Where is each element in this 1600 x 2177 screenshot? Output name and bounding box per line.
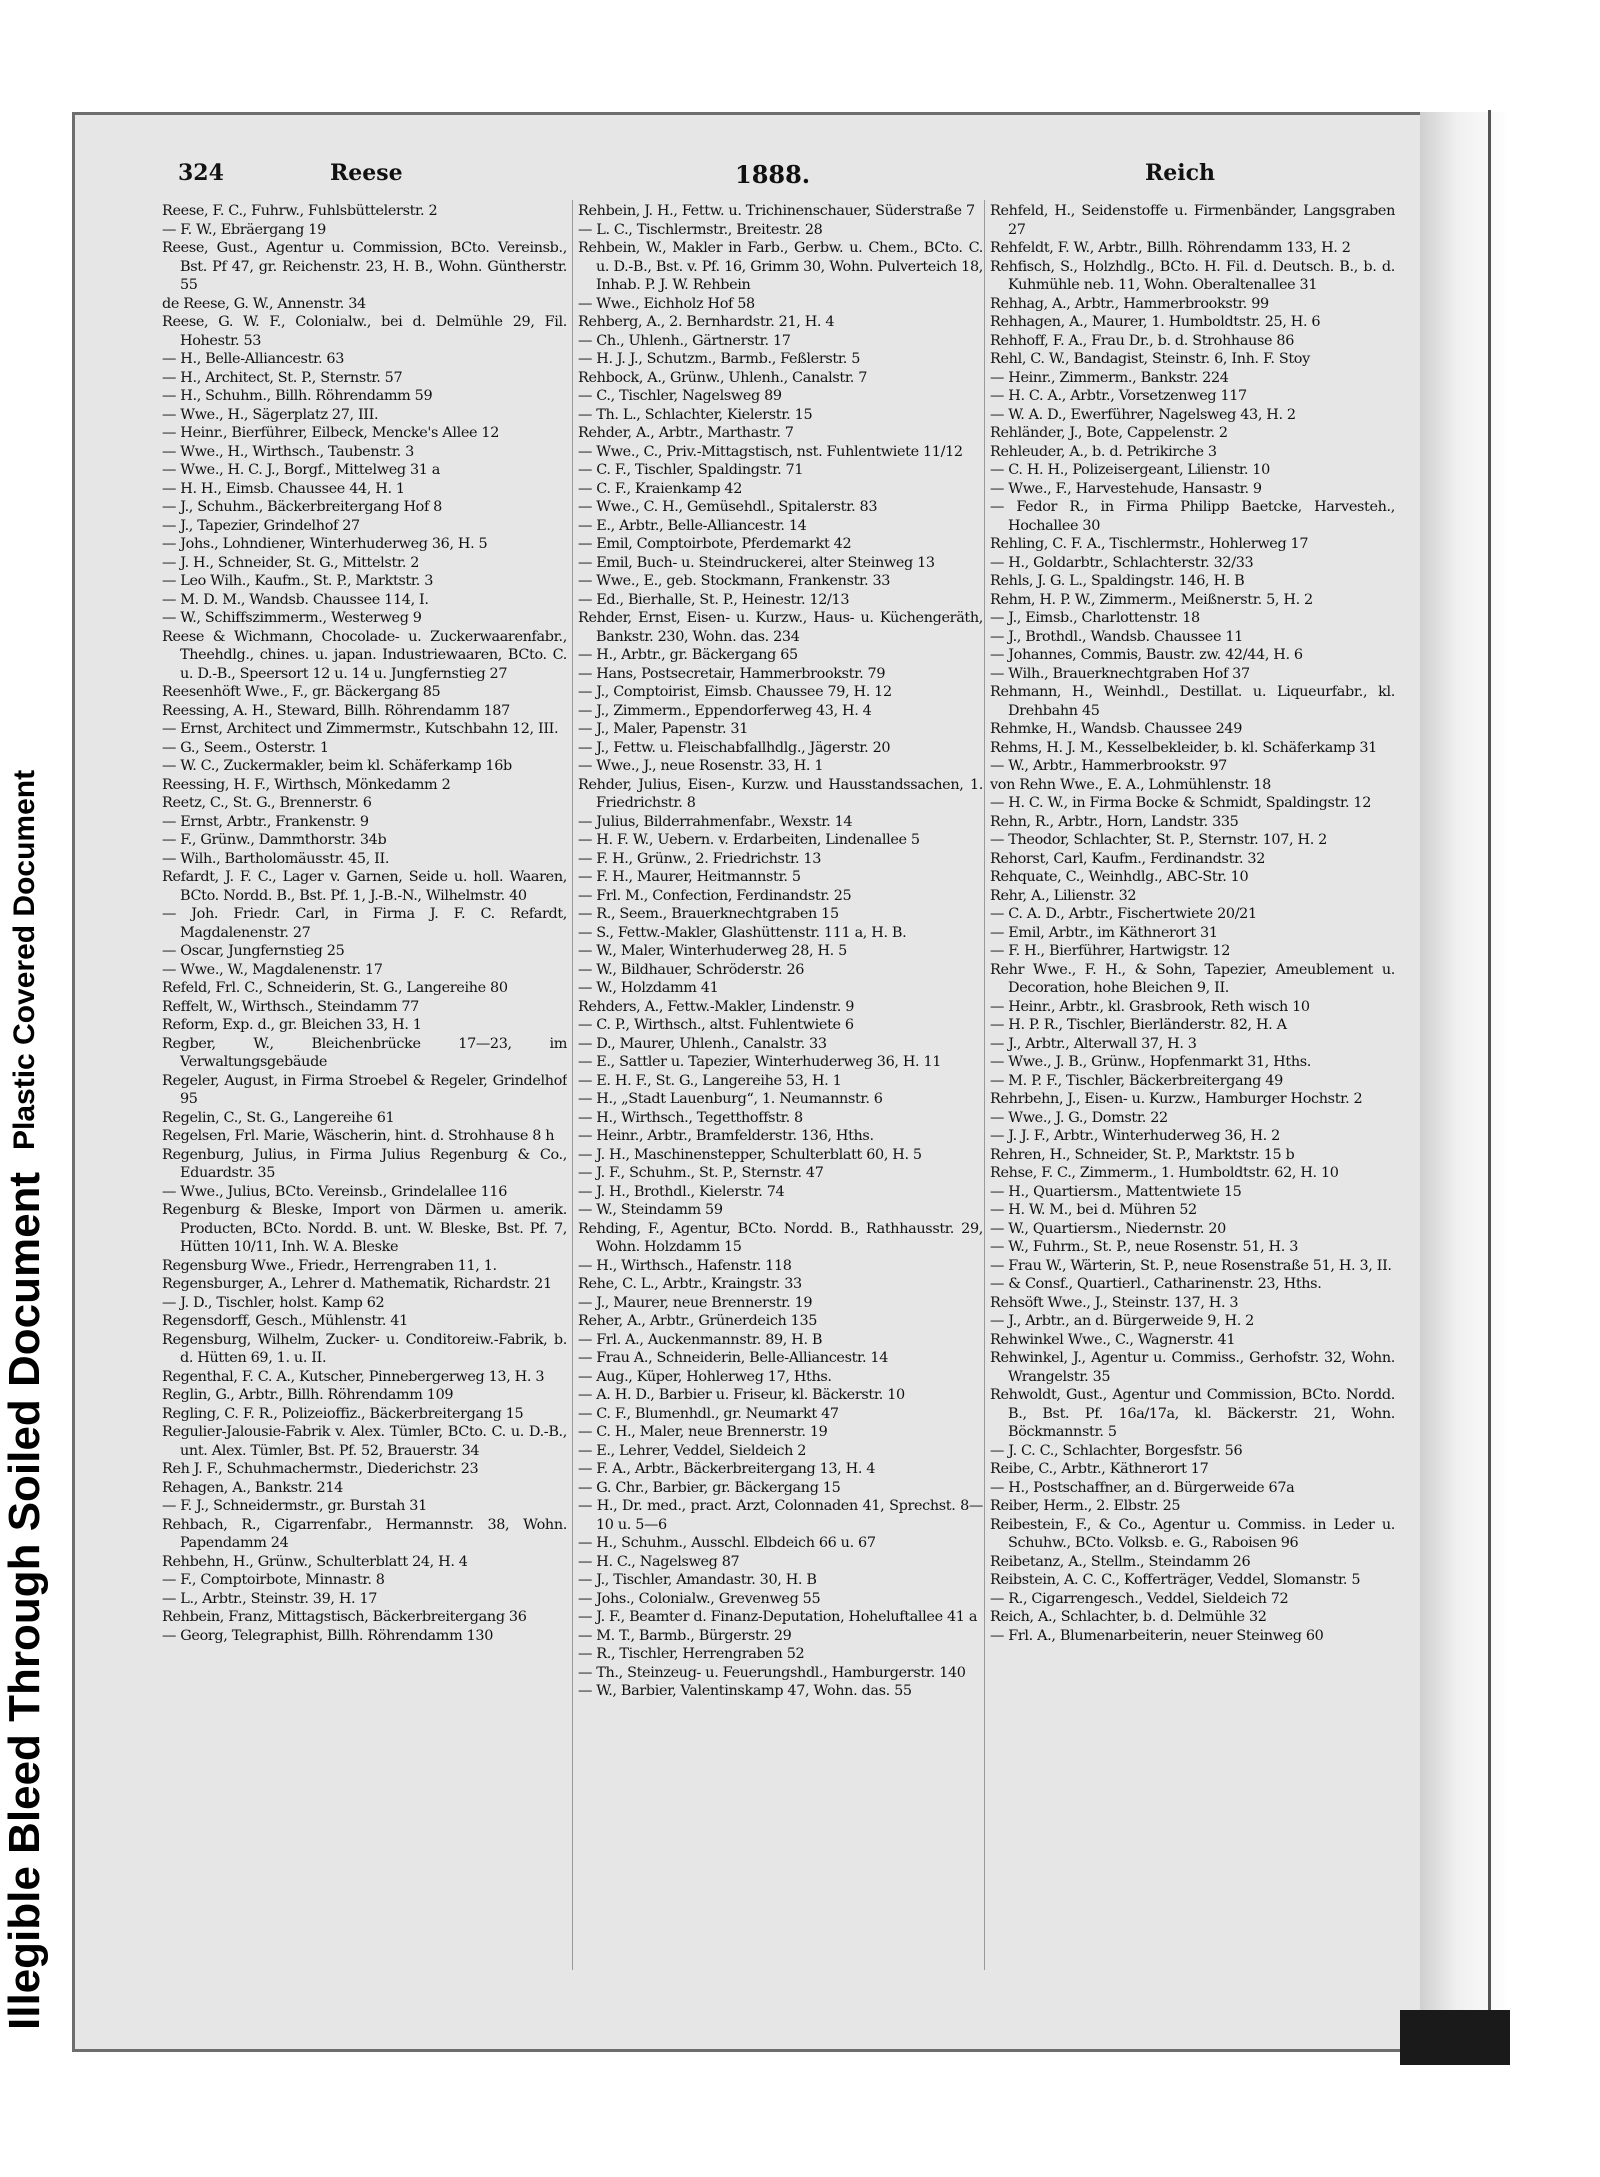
directory-entry: Rehmke, H., Wandsb. Chaussee 249: [990, 721, 1243, 737]
directory-entry: Rehr, A., Lilienstr. 32: [990, 887, 1137, 904]
directory-entry: — H. H., Eimsb. Chaussee 44, H. 1: [162, 480, 405, 497]
directory-entry: — Heinr., Arbtr., Bramfelderstr. 136, Hths.: [578, 1128, 874, 1144]
directory-entry: von Rehn Wwe., E. A., Lohmühlenstr. 18: [990, 776, 1271, 793]
directory-entry: — W., Holzdamm 41: [578, 980, 719, 996]
directory-entry: Rehfeld, H., Seidenstoffe u. Firmenbänder, Langsgraben 27: [990, 203, 1395, 238]
directory-entry: — W. A. D., Ewerführer, Nagelsweg 43, H. 2: [990, 406, 1296, 423]
directory-entry: Rehbehn, H., Grünw., Schulterblatt 24, H. 4: [162, 1553, 468, 1570]
directory-entry: — F. A., Arbtr., Bäckerbreitergang 13, H. 4: [578, 1461, 876, 1477]
directory-entry: — Wwe., Eichholz Hof 58: [578, 295, 755, 312]
directory-entry: Reffelt, W., Wirthsch., Steindamm 77: [162, 998, 419, 1015]
directory-entry: — Aug., Küper, Hohlerweg 17, Hths.: [578, 1368, 832, 1385]
directory-entry: — W., Steindamm 59: [578, 1202, 723, 1218]
directory-entry: — L. C., Tischlermstr., Breitestr. 28: [578, 221, 823, 238]
directory-entry: Reibetanz, A., Stellm., Steindamm 26: [990, 1553, 1251, 1570]
directory-entry: — W., Quartiersm., Niedernstr. 20: [990, 1220, 1226, 1237]
directory-entry: Rehwinkel Wwe., C., Wagnerstr. 41: [990, 1331, 1236, 1348]
directory-entry: — Wwe., J., neue Rosenstr. 33, H. 1: [578, 758, 824, 774]
column-rule: [984, 200, 985, 1970]
directory-entry: — J. F., Beamter d. Finanz-Deputation, Hoheluftallee 41 a: [578, 1609, 978, 1625]
directory-entry: Regelsen, Frl. Marie, Wäscherin, hint. d. Strohhause 8 h: [162, 1128, 555, 1144]
directory-entry: — Wwe., C., Priv.-Mittagstisch, nst. Fuhlentwiete 11/12: [578, 443, 963, 460]
directory-entry: — H., Schuhm., Ausschl. Elbdeich 66 u. 67: [578, 1535, 876, 1551]
directory-entry: Rehsöft Wwe., J., Steinstr. 137, H. 3: [990, 1294, 1239, 1311]
directory-entry: Reglin, G., Arbtr., Billh. Röhrendamm 109: [162, 1387, 454, 1403]
directory-entry: Rehwinkel, J., Agentur u. Commiss., Gerhofstr. 32, Wohn. Wrangelstr. 35: [990, 1350, 1395, 1385]
page-header: [170, 160, 1215, 196]
directory-entry: Rehhag, A., Arbtr., Hammerbrookstr. 99: [990, 295, 1269, 312]
directory-entry: Reibe, C., Arbtr., Käthnerort 17: [990, 1461, 1209, 1477]
directory-entry: Reessing, H. F., Wirthsch, Mönkedamm 2: [162, 776, 451, 793]
directory-entry: — Wwe., H., Sägerplatz 27, III.: [162, 406, 379, 423]
directory-entry: — Ernst, Architect und Zimmermstr., Kutschbahn 12, III.: [162, 721, 559, 737]
directory-entry: Rehder, A., Arbtr., Marthastr. 7: [578, 425, 794, 441]
directory-entry: — J. H., Brothdl., Kielerstr. 74: [578, 1183, 785, 1200]
directory-entry: — M. D. M., Wandsb. Chaussee 114, I.: [162, 591, 429, 608]
directory-entry: Rehbach, R., Cigarrenfabr., Hermannstr. 38, Wohn. Papendamm 24: [162, 1516, 567, 1551]
directory-entry: — H., Wirthsch., Hafenstr. 118: [578, 1257, 792, 1274]
directory-entry: — A. H. D., Barbier u. Friseur, kl. Bäckerstr. 10: [578, 1387, 905, 1403]
directory-entry: — C. H., Maler, neue Brennerstr. 19: [578, 1424, 828, 1440]
directory-entry: — C., Tischler, Nagelsweg 89: [578, 388, 782, 404]
directory-entry: — H., Quartiersm., Mattentwiete 15: [990, 1183, 1242, 1200]
page-number: 324: [178, 160, 224, 186]
directory-entry: Reh J. F., Schuhmachermstr., Diederichstr. 23: [162, 1461, 479, 1477]
directory-entry: Regenthal, F. C. A., Kutscher, Pinnebergerweg 13, H. 3: [162, 1368, 545, 1385]
directory-entry: — Th. L., Schlachter, Kielerstr. 15: [578, 406, 813, 423]
directory-entry: — Frau A., Schneiderin, Belle-Alliancestr. 14: [578, 1350, 889, 1366]
directory-entry: — J., Fettw. u. Fleischabfallhdlg., Jägerstr. 20: [578, 739, 891, 756]
directory-entry: Rehbein, Franz, Mittagstisch, Bäckerbreitergang 36: [162, 1609, 527, 1625]
directory-entry: — J. F., Schuhm., St. P., Sternstr. 47: [578, 1165, 824, 1181]
directory-entry: — F. W., Ebräergang 19: [162, 221, 326, 238]
directory-entry: Regulier-Jalousie-Fabrik v. Alex. Tümler, BCto. C. u. D.-B., unt. Alex. Tümler, Bst. Pf. 52, Brauerstr. 34: [162, 1424, 567, 1459]
directory-entry: — Heinr., Zimmerm., Bankstr. 224: [990, 369, 1229, 386]
directory-entry: — Frl. A., Auckenmannstr. 89, H. B: [578, 1331, 823, 1348]
page-corner-shadow: [1400, 2010, 1510, 2065]
directory-entry: — Wilh., Bartholomäusstr. 45, II.: [162, 850, 390, 867]
directory-entry: — Johs., Colonialw., Grevenweg 55: [578, 1590, 821, 1607]
directory-entry: — E., Lehrer, Veddel, Sieldeich 2: [578, 1442, 807, 1459]
directory-entry: — C. F., Blumenhdl., gr. Neumarkt 47: [578, 1405, 839, 1422]
directory-entry: — C. H. H., Polizeisergeant, Lilienstr. 10: [990, 462, 1270, 478]
directory-entry: Reform, Exp. d., gr. Bleichen 33, H. 1: [162, 1017, 422, 1033]
directory-entry: Rehwoldt, Gust., Agentur und Commission, BCto. Nordd. B., Bst. Pf. 16a/17a, kl. Bäckerstr. 21, Wohn. Böckmannstr. 5: [990, 1387, 1395, 1440]
directory-entry: — W., Fuhrm., St. P., neue Rosenstr. 51, H. 3: [990, 1239, 1299, 1255]
directory-entry: Rehn, R., Arbtr., Horn, Landstr. 335: [990, 813, 1239, 830]
directory-entry: — Ernst, Arbtr., Frankenstr. 9: [162, 813, 369, 830]
directory-entry: — W. C., Zuckermakler, beim kl. Schäferkamp 16b: [162, 758, 512, 774]
directory-entry: — Johs., Lohndiener, Winterhuderweg 36, H. 5: [162, 536, 488, 552]
directory-entry: Rehse, F. C., Zimmerm., 1. Humboldtstr. 62, H. 10: [990, 1165, 1339, 1181]
directory-entry: Rehhagen, A., Maurer, 1. Humboldtstr. 25, H. 6: [990, 314, 1321, 330]
directory-entry: — H. W. M., bei d. Mühren 52: [990, 1202, 1197, 1218]
side-stamp-secondary: Plastic Covered Document: [8, 769, 41, 1150]
directory-entry: — & Consf., Quartierl., Catharinenstr. 23, Hths.: [990, 1276, 1322, 1292]
directory-entry: Reese & Wichmann, Chocolade- u. Zuckerwaarenfabr., Theehdlg., chines. u. japan. Industriewaaren, BCto. C. u. D.-B., Speersort 12 u. 14 u. Jungfernstieg 27: [162, 628, 567, 682]
directory-entry: Reesenhöft Wwe., F., gr. Bäckergang 85: [162, 684, 441, 700]
directory-entry: Rehders, A., Fettw.-Makler, Lindenstr. 9: [578, 998, 854, 1015]
directory-entry: — Johannes, Commis, Baustr. zw. 42/44, H. 6: [990, 647, 1303, 663]
directory-entry: — Wwe., F., Harvestehude, Hansastr. 9: [990, 480, 1262, 497]
directory-entry: — Emil, Comptoirbote, Pferdemarkt 42: [578, 536, 852, 552]
side-stamp-main: Illegible Bleed Through Soiled Document: [0, 1171, 49, 2030]
directory-entry: — J., Tischler, Amandastr. 30, H. B: [578, 1572, 817, 1588]
directory-entry: — Frau W., Wärterin, St. P., neue Rosenstraße 51, H. 3, II.: [990, 1257, 1392, 1274]
directory-entry: Rehder, Ernst, Eisen- u. Kurzw., Haus- u. Küchengeräth, Bankstr. 230, Wohn. das. 234: [578, 610, 983, 645]
directory-entry: Rehbein, J. H., Fettw. u. Trichinenschauer, Süderstraße 7: [578, 203, 975, 219]
directory-entry: — Ed., Bierhalle, St. P., Heinestr. 12/13: [578, 591, 850, 608]
directory-entry: Rehfeldt, F. W., Arbtr., Billh. Röhrendamm 133, H. 2: [990, 240, 1351, 256]
directory-entry: Rehl, C. W., Bandagist, Steinstr. 6, Inh. F. Stoy: [990, 351, 1310, 367]
directory-entry: — J., Arbtr., Alterwall 37, H. 3: [990, 1035, 1197, 1052]
directory-entry: Rehm, H. P. W., Zimmerm., Meißnerstr. 5, H. 2: [990, 591, 1313, 608]
directory-entry: Rehfisch, S., Holzhdlg., BCto. H. Fil. d. Deutsch. B., b. d. Kuhmühle neb. 11, Wohn. Oberaltenallee 31: [990, 258, 1395, 293]
directory-entry: Reetz, C., St. G., Brennerstr. 6: [162, 795, 372, 811]
directory-entry: — Wwe., H. C. J., Borgf., Mittelweg 31 a: [162, 462, 441, 478]
directory-entry: — E., Sattler u. Tapezier, Winterhuderweg 36, H. 11: [578, 1054, 942, 1070]
directory-entry: Rehorst, Carl, Kaufm., Ferdinandstr. 32: [990, 850, 1266, 867]
directory-entry: — Emil, Buch- u. Steindruckerei, alter Steinweg 13: [578, 554, 935, 571]
directory-entry: — Oscar, Jungfernstieg 25: [162, 943, 345, 959]
directory-entry: — J., Schuhm., Bäckerbreitergang Hof 8: [162, 499, 442, 515]
directory-entry: — H., Schuhm., Billh. Röhrendamm 59: [162, 388, 433, 404]
directory-entry: — F. H., Maurer, Heitmannstr. 5: [578, 869, 801, 885]
directory-entry: — J., Maurer, neue Brennerstr. 19: [578, 1294, 813, 1311]
directory-entry: Regling, C. F. R., Polizeioffiz., Bäckerbreitergang 15: [162, 1405, 524, 1422]
directory-entry: — H., Dr. med., pract. Arzt, Colonnaden 41, Sprechst. 8—10 u. 5—6: [578, 1498, 983, 1533]
side-stamp-secondary-wrap: [8, 150, 78, 2050]
directory-entry: — H. C. A., Arbtr., Vorsetzenweg 117: [990, 388, 1247, 404]
directory-entry: Regenburg & Bleske, Import von Därmen u. amerik. Producten, BCto. Nordd. B. unt. W. Bleske, Bst. Pf. 7, Hütten 10/11, Inh. W. A. Bleske: [162, 1202, 567, 1255]
directory-entry: — F., Comptoirbote, Minnastr. 8: [162, 1572, 385, 1588]
directory-entry: Regber, W., Bleichenbrücke 17—23, im Verwaltungsgebäude: [162, 1035, 567, 1070]
page-year: 1888.: [735, 160, 811, 189]
directory-entry: — Heinr., Arbtr., kl. Grasbrook, Reth wisch 10: [990, 998, 1310, 1015]
directory-entry: — W., Barbier, Valentinskamp 47, Wohn. das. 55: [578, 1683, 912, 1699]
directory-entry: — Fedor R., in Firma Philipp Baetcke, Harvesteh., Hochallee 30: [990, 499, 1395, 534]
directory-entry: Regensdorff, Gesch., Mühlenstr. 41: [162, 1313, 408, 1329]
directory-entry: — J. H., Schneider, St. G., Mittelstr. 2: [162, 554, 420, 571]
directory-entry: Rehquate, C., Weinhdlg., ABC-Str. 10: [990, 869, 1249, 885]
directory-entry: — W., Schiffszimmerm., Westerweg 9: [162, 610, 422, 626]
directory-entry: Rehe, C. L., Arbtr., Kraingstr. 33: [578, 1276, 802, 1292]
column-rule: [572, 200, 573, 1970]
directory-entry: — Wwe., E., geb. Stockmann, Frankenstr. 33: [578, 573, 891, 589]
directory-entry: — J., Eimsb., Charlottenstr. 18: [990, 610, 1200, 626]
directory-entry: — Th., Steinzeug- u. Feuerungshdl., Hamburgerstr. 140: [578, 1664, 966, 1681]
directory-entry: — Leo Wilh., Kaufm., St. P., Marktstr. 3: [162, 573, 434, 589]
directory-entry: — H., Postschaffner, an d. Bürgerweide 67a: [990, 1479, 1295, 1496]
directory-entry: — H., Wirthsch., Tegetthoffstr. 8: [578, 1109, 803, 1126]
directory-entry: Reese, Gust., Agentur u. Commission, BCto. Vereinsb., Bst. Pf 47, gr. Reichenstr. 23, H. B., Wohn. Güntherstr. 55: [162, 240, 567, 293]
directory-entry: Regenburg, Julius, in Firma Julius Regenburg & Co., Eduardstr. 35: [162, 1146, 567, 1181]
directory-entry: — H. C., Nagelsweg 87: [578, 1553, 740, 1570]
directory-entry: Reibstein, A. C. C., Kofferträger, Veddel, Slomanstr. 5: [990, 1572, 1361, 1588]
directory-entry: — F. J., Schneidermstr., gr. Burstah 31: [162, 1498, 427, 1514]
directory-column-1: [162, 202, 567, 1972]
directory-entry: — G., Seem., Osterstr. 1: [162, 739, 329, 756]
directory-entry: — J. H., Maschinenstepper, Schulterblatt 60, H. 5: [578, 1146, 922, 1163]
directory-entry: Rehling, C. F. A., Tischlermstr., Hohlerweg 17: [990, 536, 1309, 552]
directory-entry: — Wwe., J. G., Domstr. 22: [990, 1109, 1168, 1126]
directory-entry: — Julius, Bilderrahmenfabr., Wexstr. 14: [578, 813, 853, 830]
directory-entry: — F. H., Grünw., 2. Friedrichstr. 13: [578, 850, 822, 867]
page-gutter: [1420, 112, 1510, 2052]
directory-entry: — Wwe., W., Magdalenenstr. 17: [162, 961, 383, 978]
directory-entry: — J., Brothdl., Wandsb. Chaussee 11: [990, 628, 1243, 645]
directory-entry: — Heinr., Bierführer, Eilbeck, Mencke's Allee 12: [162, 425, 500, 441]
directory-entry: — J., Maler, Papenstr. 31: [578, 721, 749, 737]
directory-entry: Regensburg Wwe., Friedr., Herrengraben 11, 1.: [162, 1257, 497, 1274]
directory-entry: — R., Cigarrengesch., Veddel, Sieldeich 72: [990, 1590, 1289, 1607]
directory-entry: — L., Arbtr., Steinstr. 39, H. 17: [162, 1590, 378, 1607]
directory-entry: Rehr Wwe., F. H., & Sohn, Tapezier, Ameublement u. Decoration, hohe Bleichen 9, II.: [990, 961, 1395, 996]
directory-column-3: [990, 202, 1395, 1972]
directory-entry: Reese, F. C., Fuhrw., Fuhlsbüttelerstr. 2: [162, 203, 438, 219]
directory-entry: — Theodor, Schlachter, St. P., Sternstr. 107, H. 2: [990, 832, 1327, 848]
directory-entry: — Ch., Uhlenh., Gärtnerstr. 17: [578, 332, 791, 349]
directory-entry: — Frl. A., Blumenarbeiterin, neuer Steinweg 60: [990, 1627, 1324, 1644]
directory-entry: Reessing, A. H., Steward, Billh. Röhrendamm 187: [162, 702, 510, 719]
directory-entry: — Georg, Telegraphist, Billh. Röhrendamm 130: [162, 1627, 494, 1644]
directory-entry: — C. F., Kraienkamp 42: [578, 480, 743, 497]
directory-entry: Rehls, J. G. L., Spaldingstr. 146, H. B: [990, 573, 1245, 589]
directory-entry: Rehbein, W., Makler in Farb., Gerbw. u. Chem., BCto. C. u. D.-B., Bst. v. Pf. 16, Grimm 30, Wohn. Pulverteich 18, Inhab. P. J. W. Rehbein: [578, 240, 983, 293]
directory-entry: — H., Arbtr., gr. Bäckergang 65: [578, 647, 798, 663]
directory-entry: — M. T., Barmb., Bürgerstr. 29: [578, 1627, 792, 1644]
directory-entry: Rehhoff, F. A., Frau Dr., b. d. Strohhause 86: [990, 332, 1295, 349]
directory-entry: — Wwe., C. H., Gemüsehdl., Spitalerstr. 83: [578, 499, 878, 515]
directory-entry: — D., Maurer, Uhlenh., Canalstr. 33: [578, 1035, 827, 1052]
directory-column-2: [578, 202, 983, 1972]
directory-entry: Reher, A., Arbtr., Grünerdeich 135: [578, 1313, 818, 1329]
directory-entry: — S., Fettw.-Makler, Glashüttenstr. 111 a, H. B.: [578, 924, 907, 941]
directory-entry: — W., Arbtr., Hammerbrookstr. 97: [990, 758, 1227, 774]
directory-entry: — R., Seem., Brauerknechtgraben 15: [578, 906, 839, 922]
directory-entry: — H., Goldarbtr., Schlachterstr. 32/33: [990, 554, 1254, 571]
directory-entry: — E., Arbtr., Belle-Alliancestr. 14: [578, 517, 807, 534]
directory-entry: Refardt, J. F. C., Lager v. Garnen, Seide u. holl. Waaren, BCto. Nordd. B., Bst. Pf. 1, J.-B.-N., Wilhelmstr. 40: [162, 869, 567, 904]
directory-entry: Reich, A., Schlachter, b. d. Delmühle 32: [990, 1609, 1267, 1625]
directory-entry: — E. H. F., St. G., Langereihe 53, H. 1: [578, 1072, 842, 1089]
directory-entry: — C. P., Wirthsch., altst. Fuhlentwiete 6: [578, 1017, 854, 1033]
directory-entry: Rehrbehn, J., Eisen- u. Kurzw., Hamburger Hochstr. 2: [990, 1091, 1363, 1107]
directory-entry: — H. C. W., in Firma Bocke & Schmidt, Spaldingstr. 12: [990, 795, 1372, 811]
directory-entry: — C. A. D., Arbtr., Fischertwiete 20/21: [990, 906, 1257, 922]
directory-entry: — M. P. F., Tischler, Bäckerbreitergang 49: [990, 1072, 1283, 1089]
directory-entry: — Wwe., H., Wirthsch., Taubenstr. 3: [162, 443, 414, 460]
directory-entry: Rehms, H. J. M., Kesselbekleider, b. kl. Schäferkamp 31: [990, 739, 1377, 756]
directory-entry: — C. F., Tischler, Spaldingstr. 71: [578, 462, 804, 478]
directory-entry: — Wwe., Julius, BCto. Vereinsb., Grindelallee 116: [162, 1183, 508, 1200]
headword-left: Reese: [330, 160, 403, 186]
directory-entry: — Wwe., J. B., Grünw., Hopfenmarkt 31, Hths.: [990, 1054, 1311, 1070]
directory-entry: — Frl. M., Confection, Ferdinandstr. 25: [578, 887, 852, 904]
directory-entry: — H., Belle-Alliancestr. 63: [162, 351, 345, 367]
directory-entry: Reiber, Herm., 2. Elbstr. 25: [990, 1498, 1181, 1514]
directory-entry: — H., „Stadt Lauenburg“, 1. Neumannstr. 6: [578, 1091, 883, 1107]
directory-entry: — H., Architect, St. P., Sternstr. 57: [162, 369, 403, 386]
directory-entry: Rehleuder, A., b. d. Petrikirche 3: [990, 443, 1217, 460]
directory-entry: Regensburg, Wilhelm, Zucker- u. Conditoreiw.-Fabrik, b. d. Hütten 69, 1. u. II.: [162, 1331, 567, 1366]
directory-entry: — J. J. F., Arbtr., Winterhuderweg 36, H. 2: [990, 1128, 1280, 1144]
directory-entry: Reibestein, F., & Co., Agentur u. Commiss. in Leder u. Schuhw., BCto. Volksb. e. G., Raboisen 96: [990, 1516, 1395, 1551]
directory-entry: — J. D., Tischler, holst. Kamp 62: [162, 1294, 385, 1311]
directory-entry: — Emil, Arbtr., im Käthnerort 31: [990, 924, 1218, 941]
directory-entry: — J., Zimmerm., Eppendorferweg 43, H. 4: [578, 702, 872, 719]
page-edge-line: [1488, 110, 1491, 2060]
directory-entry: Rehding, F., Agentur, BCto. Nordd. B., Rathhausstr. 29, Wohn. Holzdamm 15: [578, 1220, 983, 1255]
directory-entry: — Hans, Postsecretair, Hammerbrookstr. 79: [578, 665, 886, 682]
directory-entry: Rehmann, H., Weinhdl., Destillat. u. Liqueurfabr., kl. Drehbahn 45: [990, 684, 1395, 719]
directory-entry: Rehbock, A., Grünw., Uhlenh., Canalstr. 7: [578, 369, 868, 386]
directory-entry: — F., Grünw., Dammthorstr. 34b: [162, 832, 387, 848]
directory-entry: — J., Arbtr., an d. Bürgerweide 9, H. 2: [990, 1313, 1254, 1329]
directory-entry: — J., Tapezier, Grindelhof 27: [162, 517, 360, 534]
directory-entry: Regelin, C., St. G., Langereihe 61: [162, 1109, 395, 1126]
directory-entry: — J. C. C., Schlachter, Borgesfstr. 56: [990, 1442, 1243, 1459]
directory-entry: Rehagen, A., Bankstr. 214: [162, 1479, 343, 1496]
directory-entry: — H. J. J., Schutzm., Barmb., Feßlerstr. 5: [578, 351, 861, 367]
directory-entry: Reese, G. W. F., Colonialw., bei d. Delmühle 29, Fil. Hohestr. 53: [162, 314, 567, 349]
directory-entry: Rehren, H., Schneider, St. P., Marktstr. 15 b: [990, 1146, 1295, 1163]
directory-entry: — Wilh., Brauerknechtgraben Hof 37: [990, 665, 1250, 682]
directory-entry: Refeld, Frl. C., Schneiderin, St. G., Langereihe 80: [162, 980, 508, 996]
directory-entry: — R., Tischler, Herrengraben 52: [578, 1646, 805, 1662]
directory-entry: — H. P. R., Tischler, Bierländerstr. 82, H. A: [990, 1017, 1287, 1033]
directory-entry: — H. F. W., Uebern. v. Erdarbeiten, Lindenallee 5: [578, 832, 920, 848]
directory-entry: — W., Maler, Winterhuderweg 28, H. 5: [578, 943, 847, 959]
directory-entry: de Reese, G. W., Annenstr. 34: [162, 295, 366, 312]
directory-entry: — G. Chr., Barbier, gr. Bäckergang 15: [578, 1479, 841, 1496]
directory-entry: Regeler, August, in Firma Stroebel & Regeler, Grindelhof 95: [162, 1072, 567, 1107]
directory-entry: Rehländer, J., Bote, Cappelenstr. 2: [990, 425, 1228, 441]
directory-entry: Regensburger, A., Lehrer d. Mathematik, Richardstr. 21: [162, 1276, 552, 1292]
directory-entry: — J., Comptoirist, Eimsb. Chaussee 79, H. 12: [578, 684, 892, 700]
directory-entry: Rehder, Julius, Eisen-, Kurzw. und Hausstandssachen, 1. Friedrichstr. 8: [578, 776, 983, 811]
headword-right: Reich: [1144, 160, 1215, 186]
directory-entry: Rehberg, A., 2. Bernhardstr. 21, H. 4: [578, 314, 835, 330]
directory-entry: — W., Bildhauer, Schröderstr. 26: [578, 961, 805, 978]
directory-entry: — F. H., Bierführer, Hartwigstr. 12: [990, 943, 1231, 959]
directory-entry: — Joh. Friedr. Carl, in Firma J. F. C. Refardt, Magdalenenstr. 27: [162, 906, 567, 941]
